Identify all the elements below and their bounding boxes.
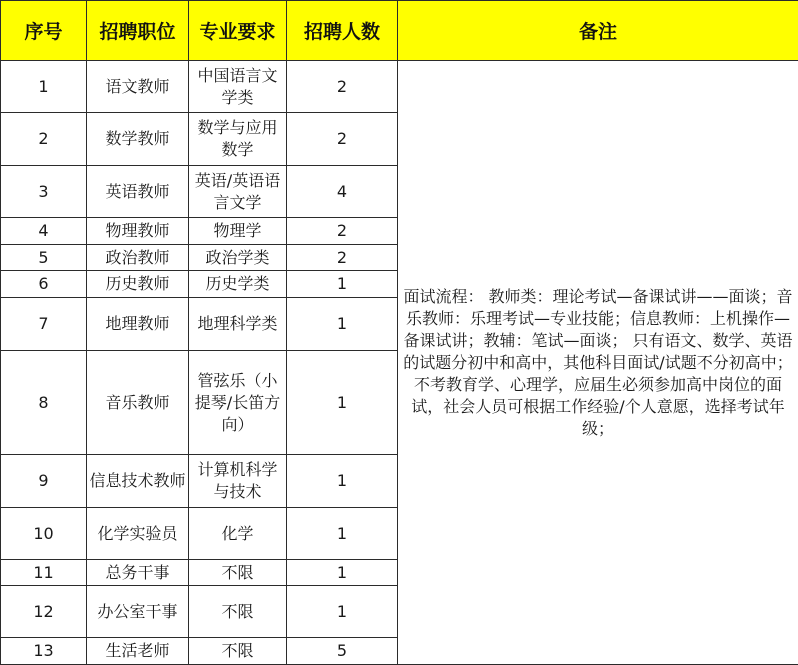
table-row bbox=[1, 61, 798, 113]
cell-position: 语文教师 bbox=[87, 61, 189, 113]
cell-position: 政治教师 bbox=[87, 245, 189, 271]
cell-seq: 4 bbox=[1, 218, 87, 245]
cell-count: 1 bbox=[287, 351, 398, 455]
cell-major: 管弦乐（小提琴/长笛方向） bbox=[189, 351, 287, 455]
header-seq: 序号 bbox=[1, 1, 87, 61]
cell-position: 化学实验员 bbox=[87, 508, 189, 560]
cell-seq: 7 bbox=[1, 298, 87, 351]
cell-count: 1 bbox=[287, 508, 398, 560]
cell-seq: 8 bbox=[1, 351, 87, 455]
header-note: 备注 bbox=[398, 1, 798, 61]
cell-seq: 9 bbox=[1, 455, 87, 508]
cell-count: 1 bbox=[287, 298, 398, 351]
cell-major: 数学与应用数学 bbox=[189, 113, 287, 166]
header-count: 招聘人数 bbox=[287, 1, 398, 61]
cell-seq: 11 bbox=[1, 560, 87, 586]
cell-major: 化学 bbox=[189, 508, 287, 560]
cell-seq: 13 bbox=[1, 638, 87, 665]
cell-position: 数学教师 bbox=[87, 113, 189, 166]
cell-major: 不限 bbox=[189, 560, 287, 586]
cell-count: 4 bbox=[287, 166, 398, 218]
cell-position: 音乐教师 bbox=[87, 351, 189, 455]
cell-position: 办公室干事 bbox=[87, 586, 189, 638]
cell-seq: 3 bbox=[1, 166, 87, 218]
cell-position: 英语教师 bbox=[87, 166, 189, 218]
cell-position: 物理教师 bbox=[87, 218, 189, 245]
cell-count: 2 bbox=[287, 245, 398, 271]
cell-major: 地理科学类 bbox=[189, 298, 287, 351]
cell-major: 不限 bbox=[189, 638, 287, 665]
cell-seq: 10 bbox=[1, 508, 87, 560]
cell-position: 总务干事 bbox=[87, 560, 189, 586]
cell-major: 不限 bbox=[189, 586, 287, 638]
cell-seq: 6 bbox=[1, 271, 87, 298]
header-major: 专业要求 bbox=[189, 1, 287, 61]
cell-major: 计算机科学与技术 bbox=[189, 455, 287, 508]
header-position: 招聘职位 bbox=[87, 1, 189, 61]
cell-count: 5 bbox=[287, 638, 398, 665]
cell-seq: 12 bbox=[1, 586, 87, 638]
header-row bbox=[1, 1, 798, 61]
cell-major: 英语/英语语言文学 bbox=[189, 166, 287, 218]
cell-position: 信息技术教师 bbox=[87, 455, 189, 508]
cell-count: 1 bbox=[287, 455, 398, 508]
remarks-cell: 面试流程： 教师类：理论考试—备课试讲——面谈；音乐教师：乐理考试—专业技能；信息教师：上机操作—备课试讲；教辅：笔试—面谈； 只有语文、数学、英语的试题分初中和高中，其他科目面试/试题不分初高中；不考教育学、心理学，应届生必须参加高中岗位的面试，社会人员可根据工作经验/个人意愿，选择考试年级； bbox=[398, 61, 798, 665]
cell-major: 中国语言文学类 bbox=[189, 61, 287, 113]
cell-seq: 1 bbox=[1, 61, 87, 113]
cell-seq: 2 bbox=[1, 113, 87, 166]
cell-seq: 5 bbox=[1, 245, 87, 271]
cell-major: 历史学类 bbox=[189, 271, 287, 298]
cell-position: 地理教师 bbox=[87, 298, 189, 351]
cell-position: 生活老师 bbox=[87, 638, 189, 665]
cell-count: 2 bbox=[287, 113, 398, 166]
cell-major: 物理学 bbox=[189, 218, 287, 245]
cell-count: 2 bbox=[287, 61, 398, 113]
cell-count: 1 bbox=[287, 271, 398, 298]
cell-major: 政治学类 bbox=[189, 245, 287, 271]
cell-count: 2 bbox=[287, 218, 398, 245]
cell-count: 1 bbox=[287, 586, 398, 638]
cell-count: 1 bbox=[287, 560, 398, 586]
cell-position: 历史教师 bbox=[87, 271, 189, 298]
